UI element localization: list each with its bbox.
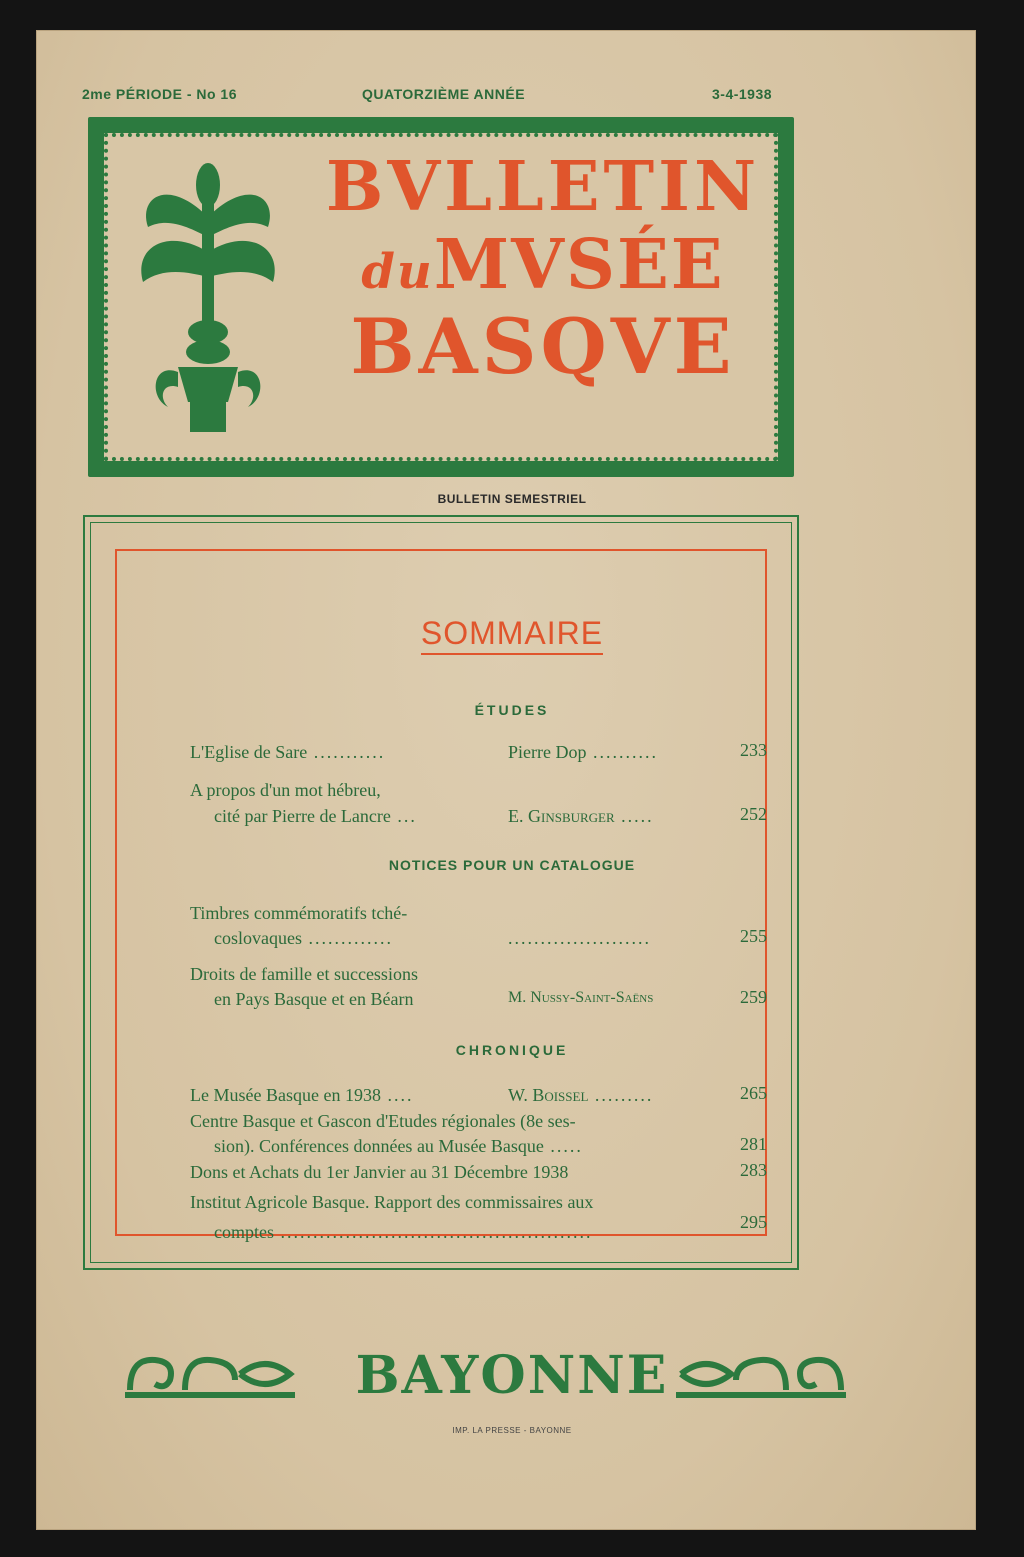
toc-entry-title: cité par Pierre de Lancre ... xyxy=(214,806,417,826)
title-line-2 xyxy=(308,225,778,305)
toc-entry-page: 283 xyxy=(740,1160,767,1180)
plant-vase-icon xyxy=(128,157,288,437)
toc-entry-page: 255 xyxy=(740,926,767,946)
toc-entry-author: Pierre Dop .......... xyxy=(508,742,658,762)
section-chronique: CHRONIQUE xyxy=(455,1042,569,1058)
toc-entry-title: sion). Conférences données au Musée Basque ..... xyxy=(214,1136,583,1156)
toc-entry-title: en Pays Basque et en Béarn xyxy=(214,989,414,1009)
issue-period: 2me PÉRIODE - No 16 xyxy=(82,86,237,102)
issue-date: 3-4-1938 xyxy=(712,86,773,102)
toc-title: SOMMAIRE xyxy=(0,615,1024,652)
toc-entry-page: 233 xyxy=(740,740,767,760)
toc-entry-title: Le Musée Basque en 1938 .... xyxy=(190,1085,414,1105)
toc-entry-page: 281 xyxy=(740,1134,767,1154)
toc-entry-page: 252 xyxy=(740,804,767,824)
toc-entry-page: 295 xyxy=(740,1212,767,1232)
section-notices: NOTICES POUR UN CATALOGUE xyxy=(388,857,636,873)
title-line-1: BVLLETIN xyxy=(325,147,761,227)
title-line-3: BASQVE xyxy=(350,302,736,391)
toc-entry-author: M. Nussy-Saint-Saëns xyxy=(508,989,654,1006)
toc-entry-leader: ...................... xyxy=(508,928,651,948)
scroll-ornament-icon xyxy=(676,1350,846,1398)
toc-entry-title: Centre Basque et Gascon d'Etudes régionales (8e ses- xyxy=(190,1111,576,1131)
title-du: du xyxy=(361,244,434,300)
toc-entry-author: W. Boissel ......... xyxy=(508,1085,654,1105)
toc-entry-title: Droits de famille et successions xyxy=(190,964,418,984)
toc-entry-title: comptes ................................................ xyxy=(214,1222,593,1242)
subtitle: BULLETIN SEMESTRIEL xyxy=(437,492,587,506)
masthead-panel xyxy=(104,133,778,461)
masthead xyxy=(88,117,794,477)
toc-entry-title: Timbres commémoratifs tché- xyxy=(190,903,408,923)
toc-entry-title: A propos d'un mot hébreu, xyxy=(190,780,381,800)
masthead-title xyxy=(308,147,778,391)
toc-entry-title: Dons et Achats du 1er Janvier au 31 Décembre 1938 xyxy=(190,1162,569,1182)
title-musee: MVSÉE xyxy=(433,225,725,305)
toc-entry-page: 265 xyxy=(740,1083,767,1103)
printer-imprint: IMP. LA PRESSE - BAYONNE xyxy=(452,1426,572,1435)
toc-entry-title: Institut Agricole Basque. Rapport des commissaires aux xyxy=(190,1192,594,1212)
toc-entry-title: L'Eglise de Sare ........... xyxy=(190,742,386,762)
toc-entry-title: coslovaques ............. xyxy=(214,928,393,948)
city-name: BAYONNE xyxy=(355,1345,669,1406)
toc-entry-page: 259 xyxy=(740,987,767,1007)
issue-year: QUATORZIÈME ANNÉE xyxy=(362,86,526,102)
section-etudes: ÉTUDES xyxy=(474,702,550,718)
toc-entry-author: E. Ginsburger ..... xyxy=(508,806,654,826)
